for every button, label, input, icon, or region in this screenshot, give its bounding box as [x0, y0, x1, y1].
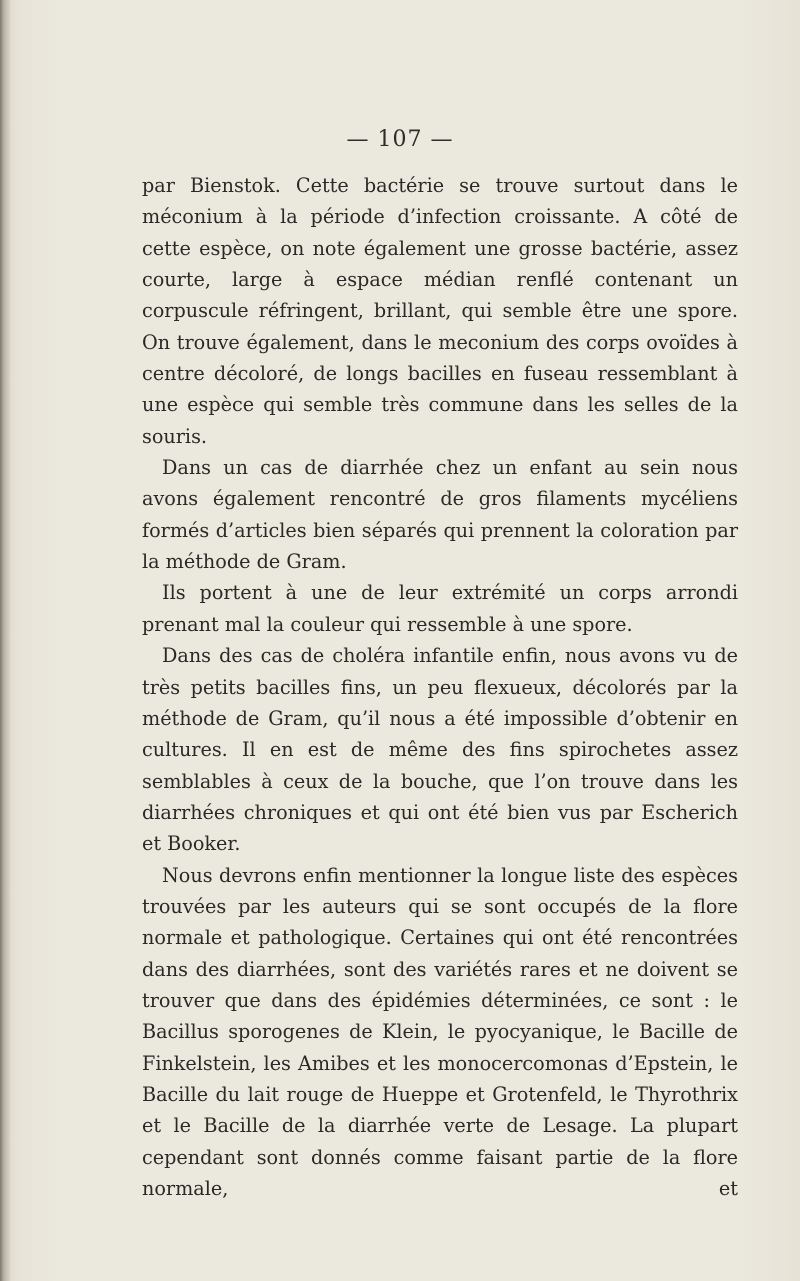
page-number: — 107 — — [346, 127, 454, 152]
binding-edge — [0, 0, 10, 1281]
paragraph-5: Nous devrons enfin mentionner la longue liste des espèces trouvées par les auteurs qui se sont occupés de la flore normale et pathologique. Certaines qui ont été rencontrées dans des diarrhées, sont des variétés rares et ne doivent se trouver que dans des épidémies déterminées, ce sont : le Bacillus sporogenes de Klein, le pyocyanique, le Bacille de Finkelstein, les Amibes et les monocercomonas d’Epstein, le Bacille du lait rouge de Hueppe et Grotenfeld, le Thyrothrix et le Bacille de la diarrhée verte de Lesage. La plupart cependant sont donnés comme faisant partie de la flore normale, et — [142, 863, 738, 1200]
body-text — [142, 170, 738, 1204]
paragraph-4: Dans des cas de choléra infantile enfin, nous avons vu de très petits bacilles fins, un peu flexueux, décolorés par la méthode de Gram, qu’il nous a été impossible d’obtenir en cultures. Il en est de même des fins spirochetes assez semblables à ceux de la bouche, que l’on trouve dans les diarrhées chroniques et qui ont été bien vus par Escherich et Booker. — [142, 644, 738, 856]
paragraph-2: Dans un cas de diarrhée chez un enfant au sein nous avons également rencontré de gros filaments mycéliens formés d’articles bien séparés qui prennent la coloration par la méthode de Gram. — [142, 456, 738, 574]
paragraph-1: par Bienstok. Cette bactérie se trouve surtout dans le méconium à la période d’infection croissante. A côté de cette espèce, on note également une grosse bactérie, assez courte, large à espace médian renflé contenant un corpuscule réfringent, brillant, qui semble être une spore. On trouve également, dans le meconium des corps ovoïdes à centre décoloré, de longs bacilles en fuseau ressemblant à une espèce qui semble très commune dans les selles de la souris. — [142, 174, 738, 448]
paragraph-3: Ils portent à une de leur extrémité un corps arrondi prenant mal la couleur qui ressemble à une spore. — [142, 581, 738, 636]
